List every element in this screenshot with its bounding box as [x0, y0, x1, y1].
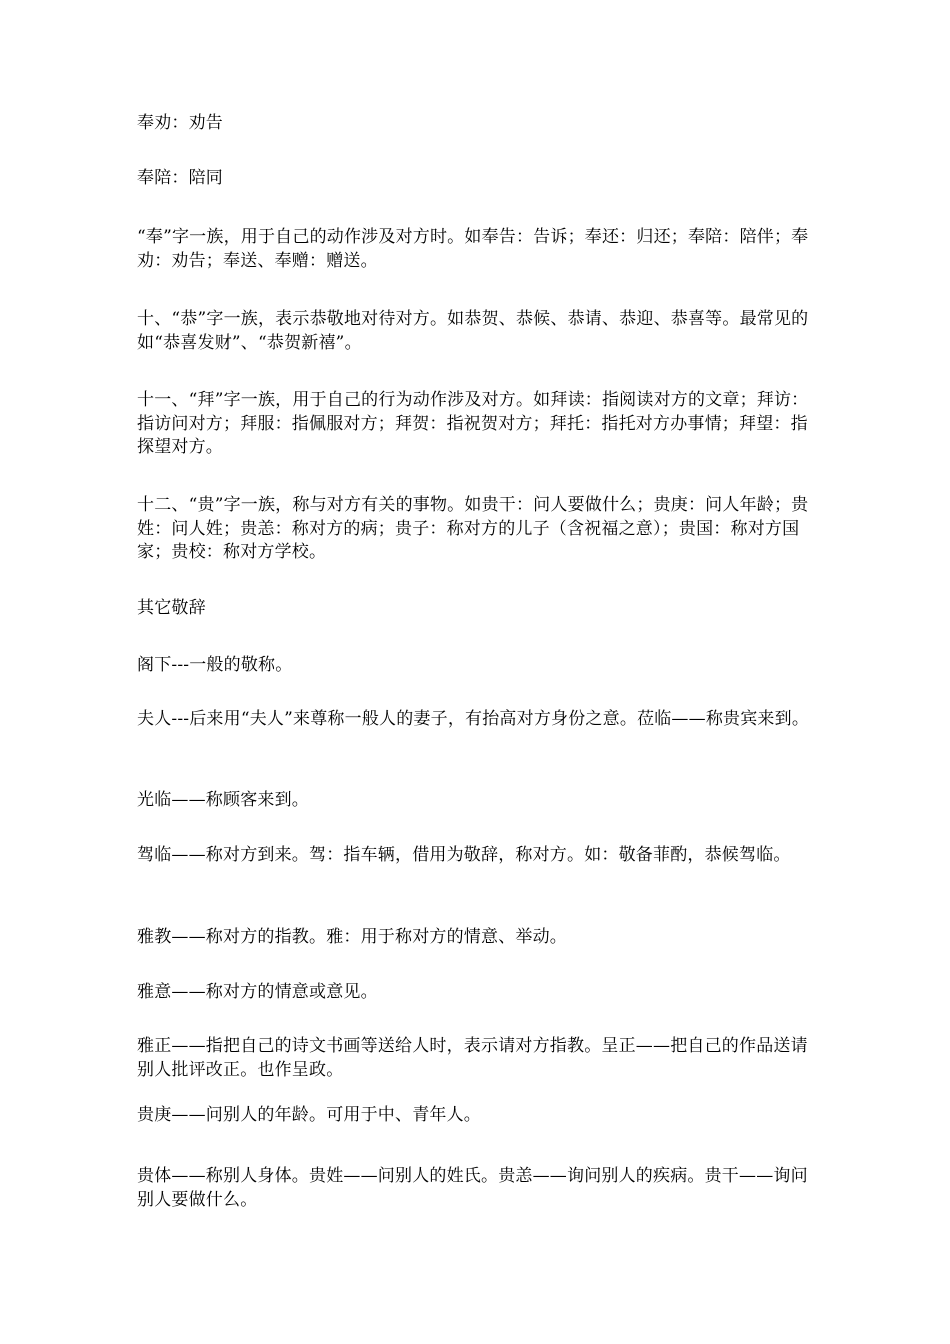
paragraph-furen: 夫人---后来用“夫人”来尊称一般人的妻子，有抬高对方身份之意。莅临——称贵宾来到。	[137, 709, 810, 729]
paragraph-bai-family: 十一、“拜”字一族，用于自己的行为动作涉及对方。如拜读：指阅读对方的文章；拜访：指访问对方；拜服：指佩服对方；拜贺：指祝贺对方；拜托：指托对方办事情；拜望：指探望对方。	[137, 390, 809, 457]
paragraph-guigeng: 贵庚——问别人的年龄。可用于中、青年人。	[137, 1105, 481, 1125]
paragraph-gui-family: 十二、“贵”字一族，称与对方有关的事物。如贵干：问人要做什么；贵庚：问人年龄；贵姓：问人姓；贵恙：称对方的病；贵子：称对方的儿子（含祝福之意）；贵国：称对方国家；贵校：称对方学校。	[137, 495, 809, 562]
paragraph-fengpei: 奉陪：陪同	[137, 168, 223, 188]
paragraph-guanglin: 光临——称顾客来到。	[137, 790, 309, 810]
paragraph-yayi: 雅意——称对方的情意或意见。	[137, 982, 378, 1002]
paragraph-gong-family: 十、“恭”字一族，表示恭敬地对待对方。如恭贺、恭候、恭请、恭迎、恭喜等。最常见的如“恭喜发财”、“恭贺新禧”。	[137, 309, 809, 353]
paragraph-yazheng: 雅正——指把自己的诗文书画等送给人时，表示请对方指教。呈正——把自己的作品送请别人批评改正。也作呈政。	[137, 1036, 808, 1080]
paragraph-gexia: 阁下---一般的敬称。	[137, 655, 293, 675]
section-heading-other-honorifics: 其它敬辞	[137, 598, 206, 618]
paragraph-feng-family: “奉”字一族，用于自己的动作涉及对方时。如奉告：告诉；奉还：归还；奉陪：陪伴；奉劝：劝告；奉送、奉赠：赠送。	[137, 227, 809, 271]
paragraph-guiti: 贵体——称别人身体。贵姓——问别人的姓氏。贵恙——询问别人的疾病。贵干——询问别人要做什么。	[137, 1166, 808, 1210]
paragraph-fengquan: 奉劝：劝告	[137, 113, 223, 133]
paragraph-jialin: 驾临——称对方到来。驾：指车辆，借用为敬辞，称对方。如：敬备菲酌，恭候驾临。	[137, 845, 791, 865]
paragraph-yajiao: 雅教——称对方的指教。雅：用于称对方的情意、举动。	[137, 927, 567, 947]
